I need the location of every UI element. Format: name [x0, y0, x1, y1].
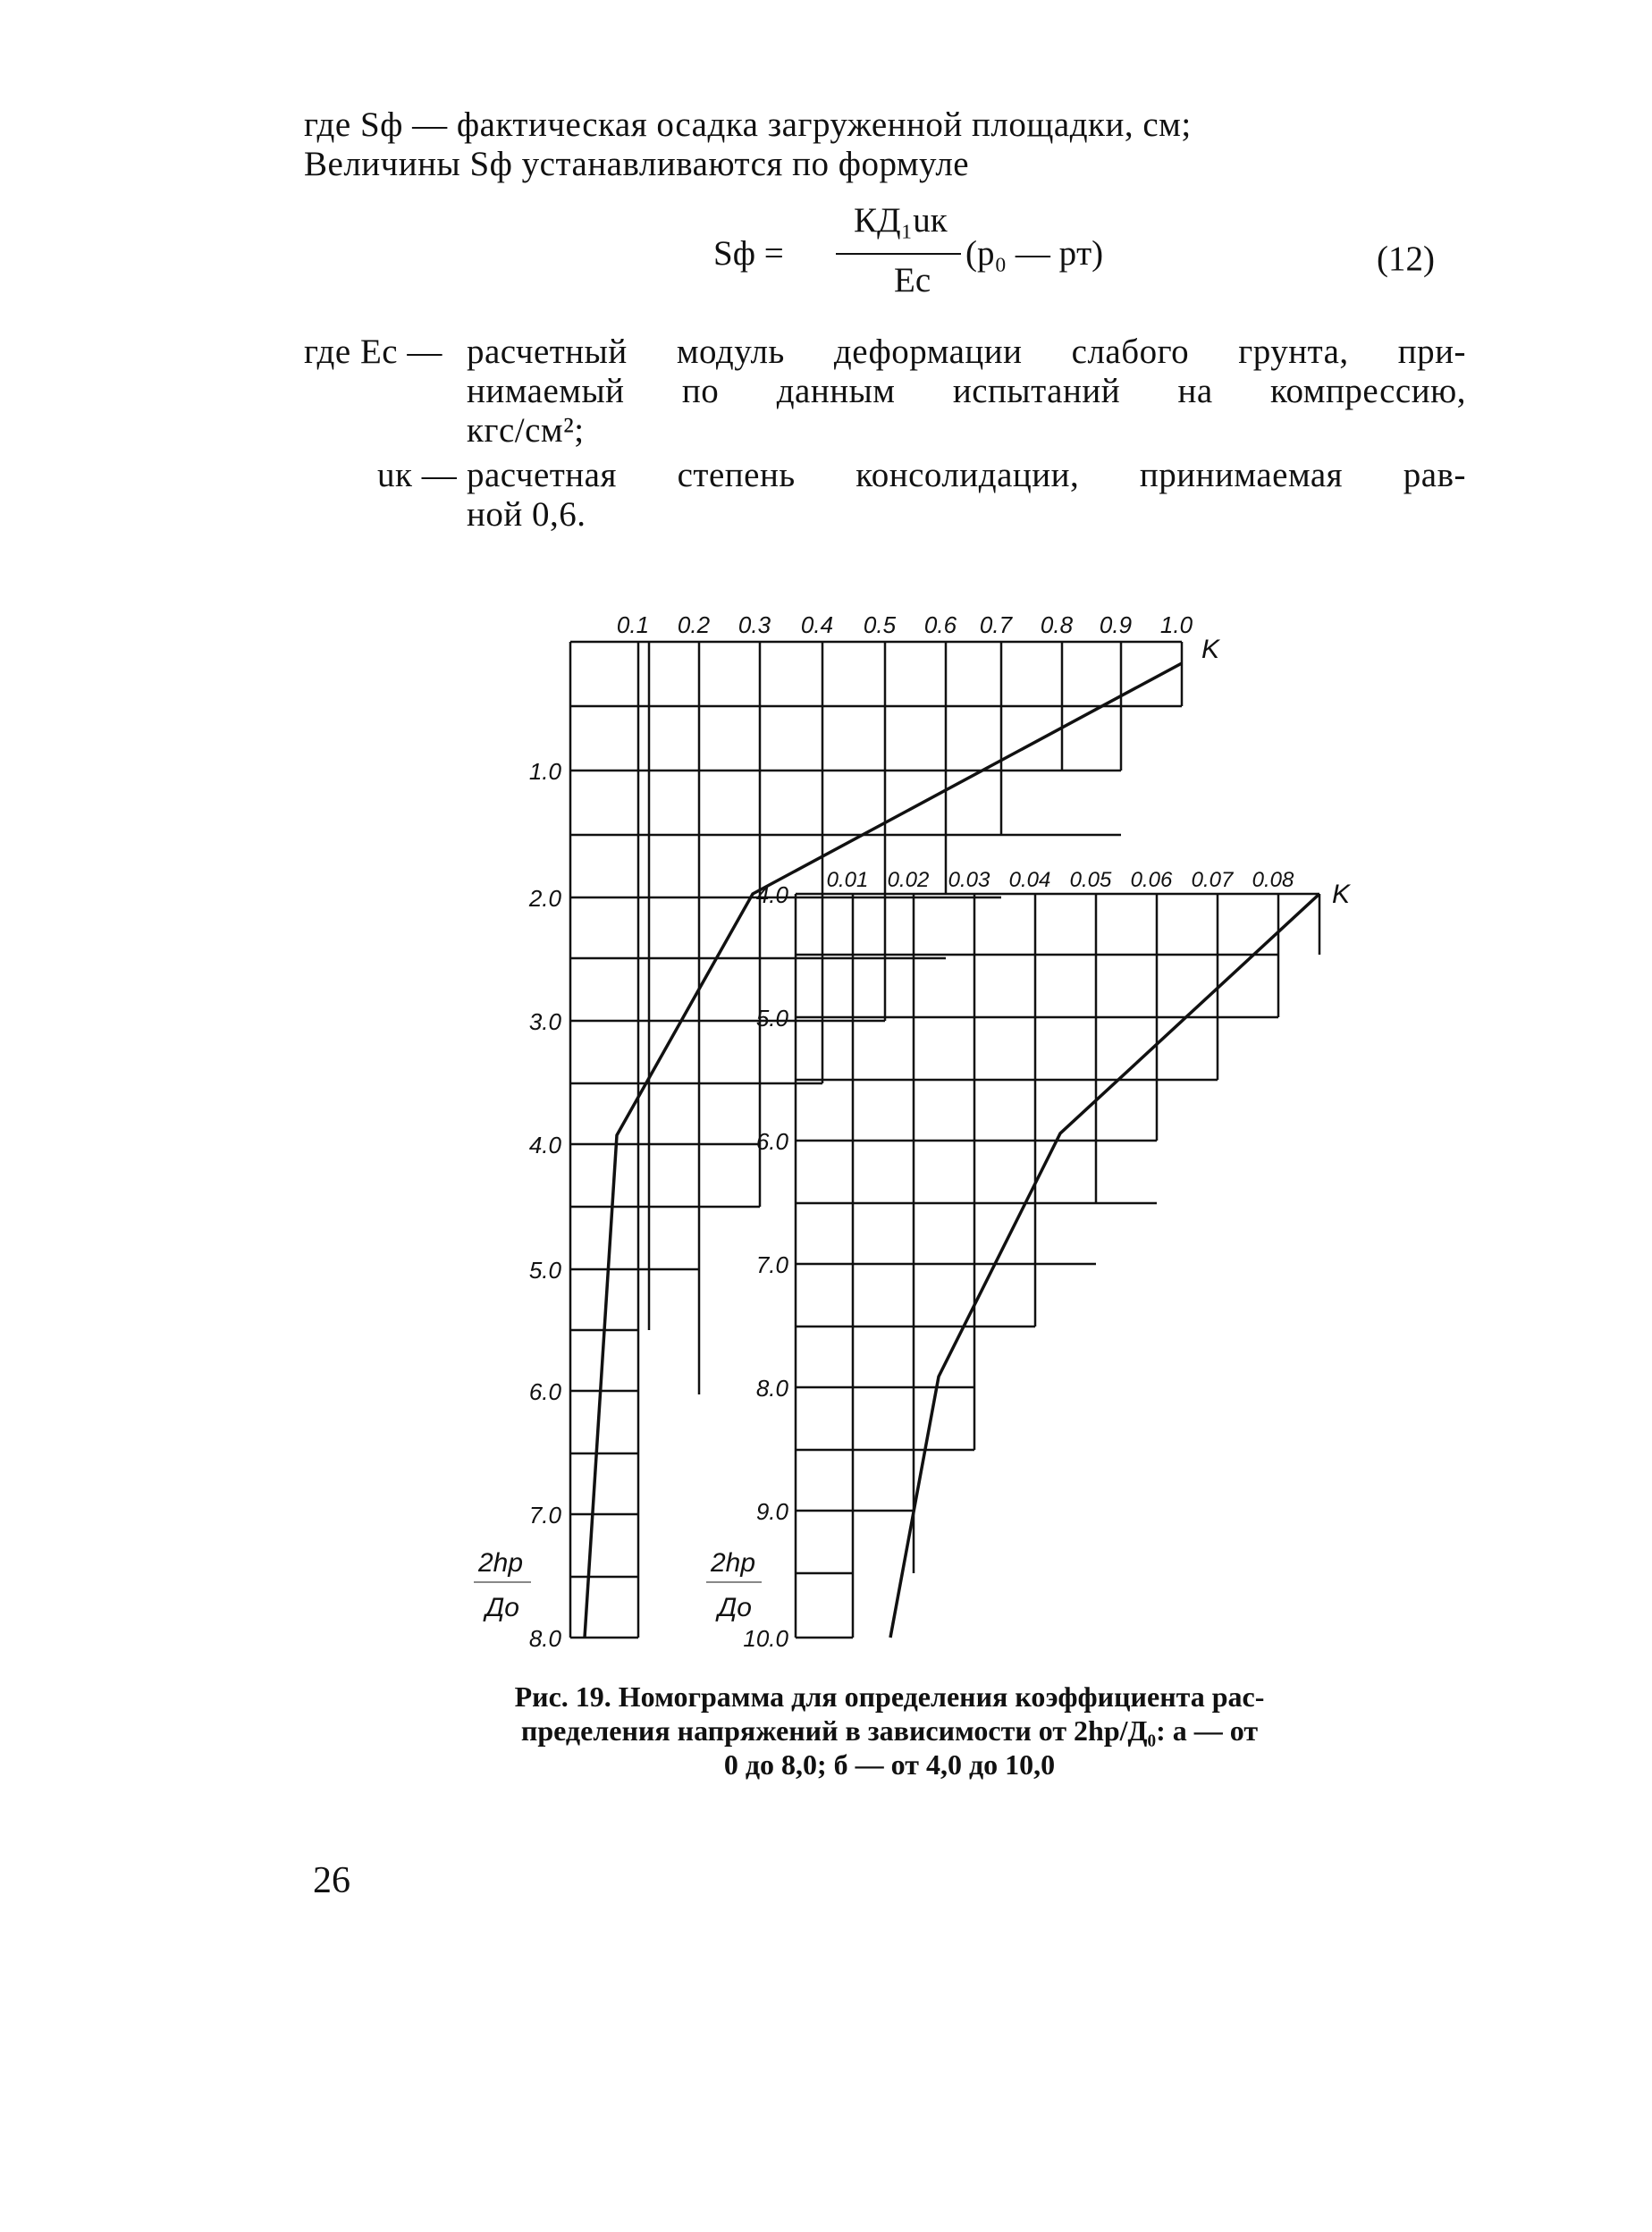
- y-tick-label: 4.0: [528, 1132, 561, 1158]
- axis-label-numerator: 2hp: [477, 1548, 524, 1578]
- k-tick-label: 0.05: [1069, 868, 1112, 892]
- y-tick-label: 5.0: [755, 1005, 788, 1032]
- k-tick-label: 0.6: [923, 611, 957, 638]
- formula-number: (12): [1377, 240, 1435, 278]
- k-tick-label: 0.2: [677, 611, 711, 638]
- y-tick-label: 5.0: [528, 1257, 561, 1284]
- formula-factor: (p₀ — pт): [965, 234, 1104, 273]
- k-axis-label: K: [1331, 880, 1351, 909]
- k-tick-label: 0.3: [738, 611, 771, 638]
- k-tick-label: 0.02: [887, 868, 930, 892]
- k-tick-label: 1.0: [1159, 611, 1193, 638]
- formula-denominator: Eс: [894, 261, 931, 299]
- text-line: Величины Sф устанавливаются по формуле: [304, 145, 970, 183]
- k-tick-label: 0.8: [1040, 611, 1074, 638]
- y-tick-label: 8.0: [528, 1625, 561, 1652]
- axis-label-denominator: Дo: [485, 1593, 519, 1622]
- y-tick-label: 10.0: [743, 1625, 788, 1652]
- y-tick-label: 6.0: [528, 1378, 561, 1405]
- figure-caption-line: 0 до 8,0; б — от 4,0 до 10,0: [723, 1748, 1056, 1781]
- k-tick-label: 0.04: [1008, 868, 1051, 892]
- k-tick-label: 0.08: [1252, 868, 1294, 892]
- k-tick-label: 0.9: [1099, 611, 1133, 638]
- k-tick-label: 0.07: [1191, 868, 1234, 892]
- k-tick-label: 0.06: [1130, 868, 1173, 892]
- y-tick-label: 9.0: [755, 1498, 788, 1525]
- curve-panel-b: [890, 894, 1319, 1638]
- definition-text: кгс/см²;: [467, 411, 585, 450]
- panel-a-labels: [474, 611, 1221, 1652]
- curve-panel-a: [585, 663, 1182, 1638]
- axis-label-denominator: Дo: [718, 1593, 752, 1622]
- panel-b-grid: [796, 894, 1319, 1638]
- y-tick-label: 8.0: [755, 1375, 788, 1402]
- definition-text: расчетная степень консолидации, принимаемая рав-: [467, 456, 1466, 494]
- k-tick-label: 0.03: [948, 868, 990, 892]
- formula-lhs: Sф =: [713, 234, 784, 273]
- y-tick-label: 7.0: [528, 1502, 561, 1529]
- page-number: 26: [313, 1860, 350, 1901]
- k-tick-label: 0.01: [826, 868, 869, 892]
- definition-term: uк —: [377, 456, 458, 494]
- k-tick-label: 0.5: [863, 611, 897, 638]
- text-line: где Sф — фактическая осадка загруженной площадки, см;: [304, 105, 1192, 144]
- nomogram-curves: [585, 663, 1319, 1638]
- definition-text: нимаемый по данным испытаний на компрессию,: [467, 372, 1466, 410]
- definition-text: расчетный модуль деформации слабого грунта, при-: [467, 333, 1466, 371]
- figure-caption-line: Рис. 19. Номограмма для определения коэффициента рас-: [514, 1680, 1265, 1713]
- figure-caption-line: пределения напряжений в зависимости от 2hp/Д₀: а — от: [520, 1714, 1259, 1747]
- formula-numerator: КД₁uк: [854, 201, 948, 240]
- k-tick-label: 0.7: [979, 611, 1013, 638]
- y-tick-label: 7.0: [755, 1251, 788, 1278]
- y-tick-label: 3.0: [528, 1008, 561, 1035]
- y-tick-label: 2.0: [528, 885, 561, 912]
- y-tick-label: 6.0: [755, 1128, 788, 1155]
- panel-b-labels: [706, 868, 1352, 1652]
- k-tick-label: 0.1: [616, 611, 650, 638]
- axis-label-numerator: 2hp: [710, 1548, 756, 1578]
- y-tick-label: 4.0: [755, 881, 788, 908]
- definition-term: где Eс —: [304, 333, 442, 371]
- y-tick-label: 1.0: [528, 758, 561, 785]
- k-tick-label: 0.4: [800, 611, 834, 638]
- definition-text: ной 0,6.: [467, 495, 586, 534]
- k-axis-label: K: [1201, 635, 1220, 664]
